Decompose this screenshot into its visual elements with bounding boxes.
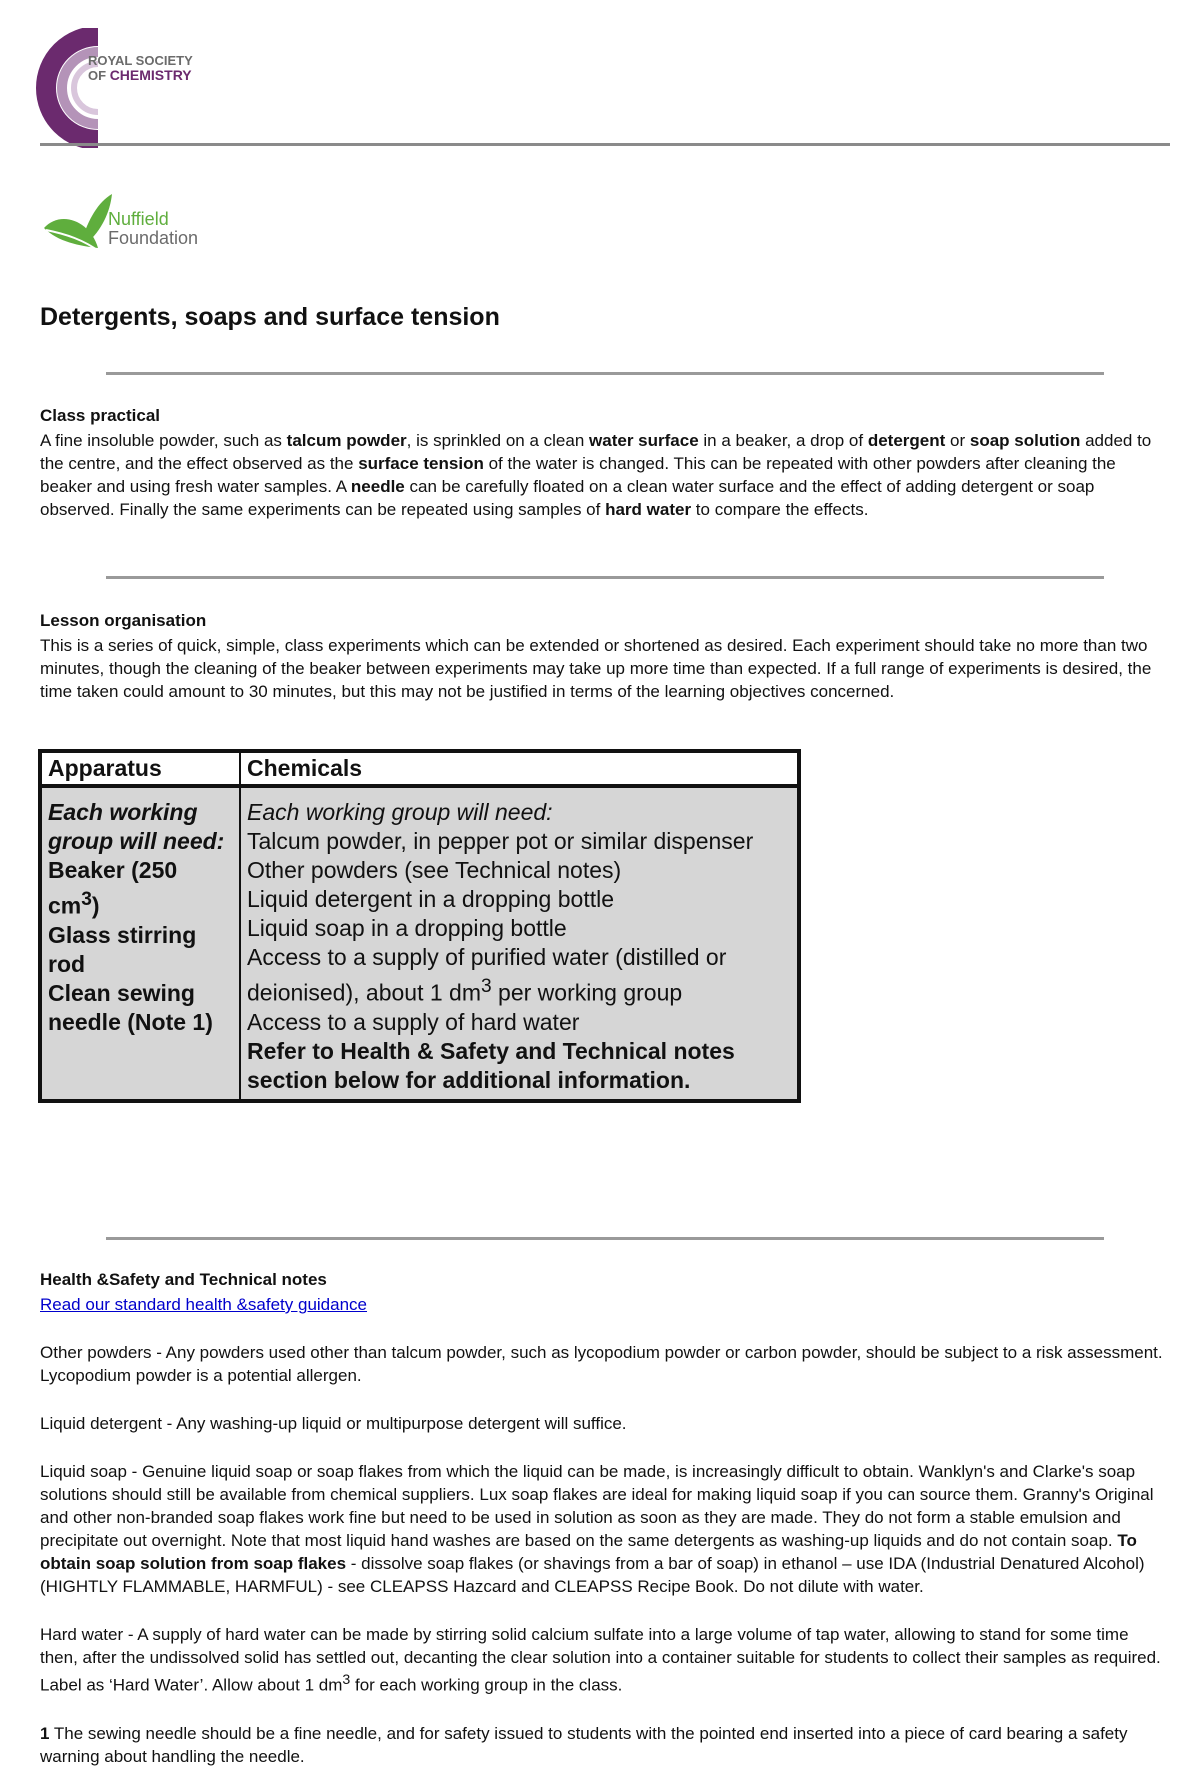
note-hard-water: Hard water - A supply of hard water can be made by stirring solid calcium sulfate into a large volume of tap water, allowing to stand for some time then, after the undissolved solid has settled out, decanting the clear solution into a container suitable for students to collect their samples as required. Label as ‘Hard Water’. Allow about 1 $dm^3$ for each working group in the class. bbox=[40, 1625, 1161, 1695]
chemical-talc: Talcum powder, in pepper pot or similar dispenser bbox=[247, 828, 754, 854]
apparatus-beaker: Beaker (250 $cm^3$) bbox=[48, 857, 178, 919]
chemicals-intro: Each working group will need: bbox=[247, 799, 553, 825]
chemicals-header: Chemicals bbox=[240, 751, 799, 786]
term-surface-tension: surface tension bbox=[358, 454, 484, 473]
page-title: Detergents, soaps and surface tension bbox=[40, 303, 500, 331]
term-soap-solution: soap solution bbox=[969, 431, 1081, 450]
rsc-line-2: OF bbox=[88, 68, 107, 83]
nuffield-wordmark bbox=[108, 210, 198, 248]
chemical-hard-water: Access to a supply of hard water bbox=[247, 1008, 580, 1035]
section-divider bbox=[106, 1237, 1104, 1240]
health-safety-section bbox=[40, 1268, 1165, 1768]
section-divider bbox=[106, 576, 1104, 579]
term-hard-water: hard water bbox=[605, 500, 692, 519]
apparatus-chemicals-table bbox=[38, 749, 801, 1103]
rsc-line-1: ROYAL SOCIETY bbox=[88, 53, 193, 68]
term-needle: needle bbox=[350, 477, 405, 496]
chemical-purified-water: Access to a supply of purified water (distilled or deionised), about 1 $dm^3$ per working group bbox=[247, 944, 727, 1006]
apparatus-needle: Clean sewing needle (Note 1) bbox=[48, 979, 213, 1035]
lesson-organisation-section bbox=[40, 609, 1165, 703]
note-other-powders: Other powders - Any powders used other than talcum powder, such as lycopodium powder or carbon powder, should be subject to a risk assessment. Lycopodium powder is a potential allergen. bbox=[40, 1343, 1163, 1385]
health-safety-guidance-link[interactable]: Read our standard health &safety guidance bbox=[40, 1295, 368, 1314]
term-water-surface: water surface bbox=[589, 431, 699, 450]
nuffield-line-2: Foundation bbox=[108, 228, 199, 248]
chemical-soap: Liquid soap in a dropping bottle bbox=[247, 915, 567, 941]
lesson-organisation-text: This is a series of quick, simple, class experiments which can be extended or shortened as desired. Each experiment should take no more than two minutes, though the cleaning of the beaker between experiments may take up more time than expected. If a full range of experiments is desired, the time taken could amount to 30 minutes, but this may not be justified in terms of the learning objectives concerned. bbox=[40, 636, 1152, 701]
apparatus-header: Apparatus bbox=[40, 751, 240, 786]
table-header-row bbox=[40, 751, 799, 786]
lesson-organisation-heading: Lesson organisation bbox=[40, 611, 207, 630]
table-row bbox=[40, 786, 799, 1101]
class-practical-text: A fine insoluble powder, such as talcum powder, is sprinkled on a clean water surface in a beaker, a drop of detergent or soap solution added to the centre, and the effect observed as the surface tension of the water is changed. This can be repeated with other powders after cleaning the beaker and using fresh water samples. A needle can be carefully floated on a clean water surface and the effect of adding detergent or soap observed. Finally the same experiments can be repeated using samples of hard water to compare the effects. bbox=[40, 431, 1152, 519]
note-liquid-soap: Liquid soap - Genuine liquid soap or soap flakes from which the liquid can be made, is increasingly difficult to obtain. Wanklyn's and Clarke's soap solutions should still be available from chemical suppliers. Lux soap flakes are ideal for making liquid soap if you can source them. Granny's Original and other non-branded soap flakes work fine but need to be used in solution as soon as they are made. They do not form a stable emulsion and precipitate out overnight. Note that most liquid hand washes are based on the same detergents as washing-up liquids and do not contain soap. To obtain soap solution from soap flakes - dissolve soap flakes (or shavings from a bar of soap) in ethanol – use IDA (Industrial Denatured Alcohol) (HIGHTLY FLAMMABLE, HARMFUL) - see CLEAPSS Hazcard and CLEAPSS Recipe Book. Do not dilute with water. bbox=[40, 1462, 1154, 1596]
rsc-wordmark bbox=[88, 54, 193, 83]
term-talcum-powder: talcum powder bbox=[286, 431, 407, 450]
health-safety-heading: Health &Safety and Technical notes bbox=[40, 1270, 327, 1289]
chemical-other-powders: Other powders (see Technical notes) bbox=[247, 857, 622, 883]
note-1-needle: 1 The sewing needle should be a fine needle, and for safety issued to students with the pointed end inserted into a piece of card bearing a safety warning about handling the needle. bbox=[40, 1723, 1128, 1766]
header-divider bbox=[40, 143, 1170, 146]
class-practical-section bbox=[40, 404, 1165, 521]
apparatus-cell bbox=[40, 786, 240, 1101]
chemical-detergent: Liquid detergent in a dropping bottle bbox=[247, 886, 615, 912]
apparatus-rod: Glass stirring rod bbox=[48, 921, 197, 977]
term-detergent: detergent bbox=[867, 431, 946, 450]
rsc-logo bbox=[36, 28, 236, 148]
chemicals-refer-note: Refer to Health & Safety and Technical notes section below for additional information. bbox=[247, 1037, 735, 1093]
chemicals-cell bbox=[240, 786, 799, 1101]
section-divider bbox=[106, 372, 1104, 375]
rsc-line-3: CHEMISTRY bbox=[109, 67, 192, 83]
nuffield-line-1: Nuffield bbox=[108, 209, 169, 229]
rsc-c-mark-icon bbox=[36, 28, 146, 148]
note-liquid-detergent: Liquid detergent - Any washing-up liquid or multipurpose detergent will suffice. bbox=[40, 1414, 627, 1433]
class-practical-heading: Class practical bbox=[40, 406, 161, 425]
apparatus-intro: Each working group will need: bbox=[48, 799, 225, 854]
